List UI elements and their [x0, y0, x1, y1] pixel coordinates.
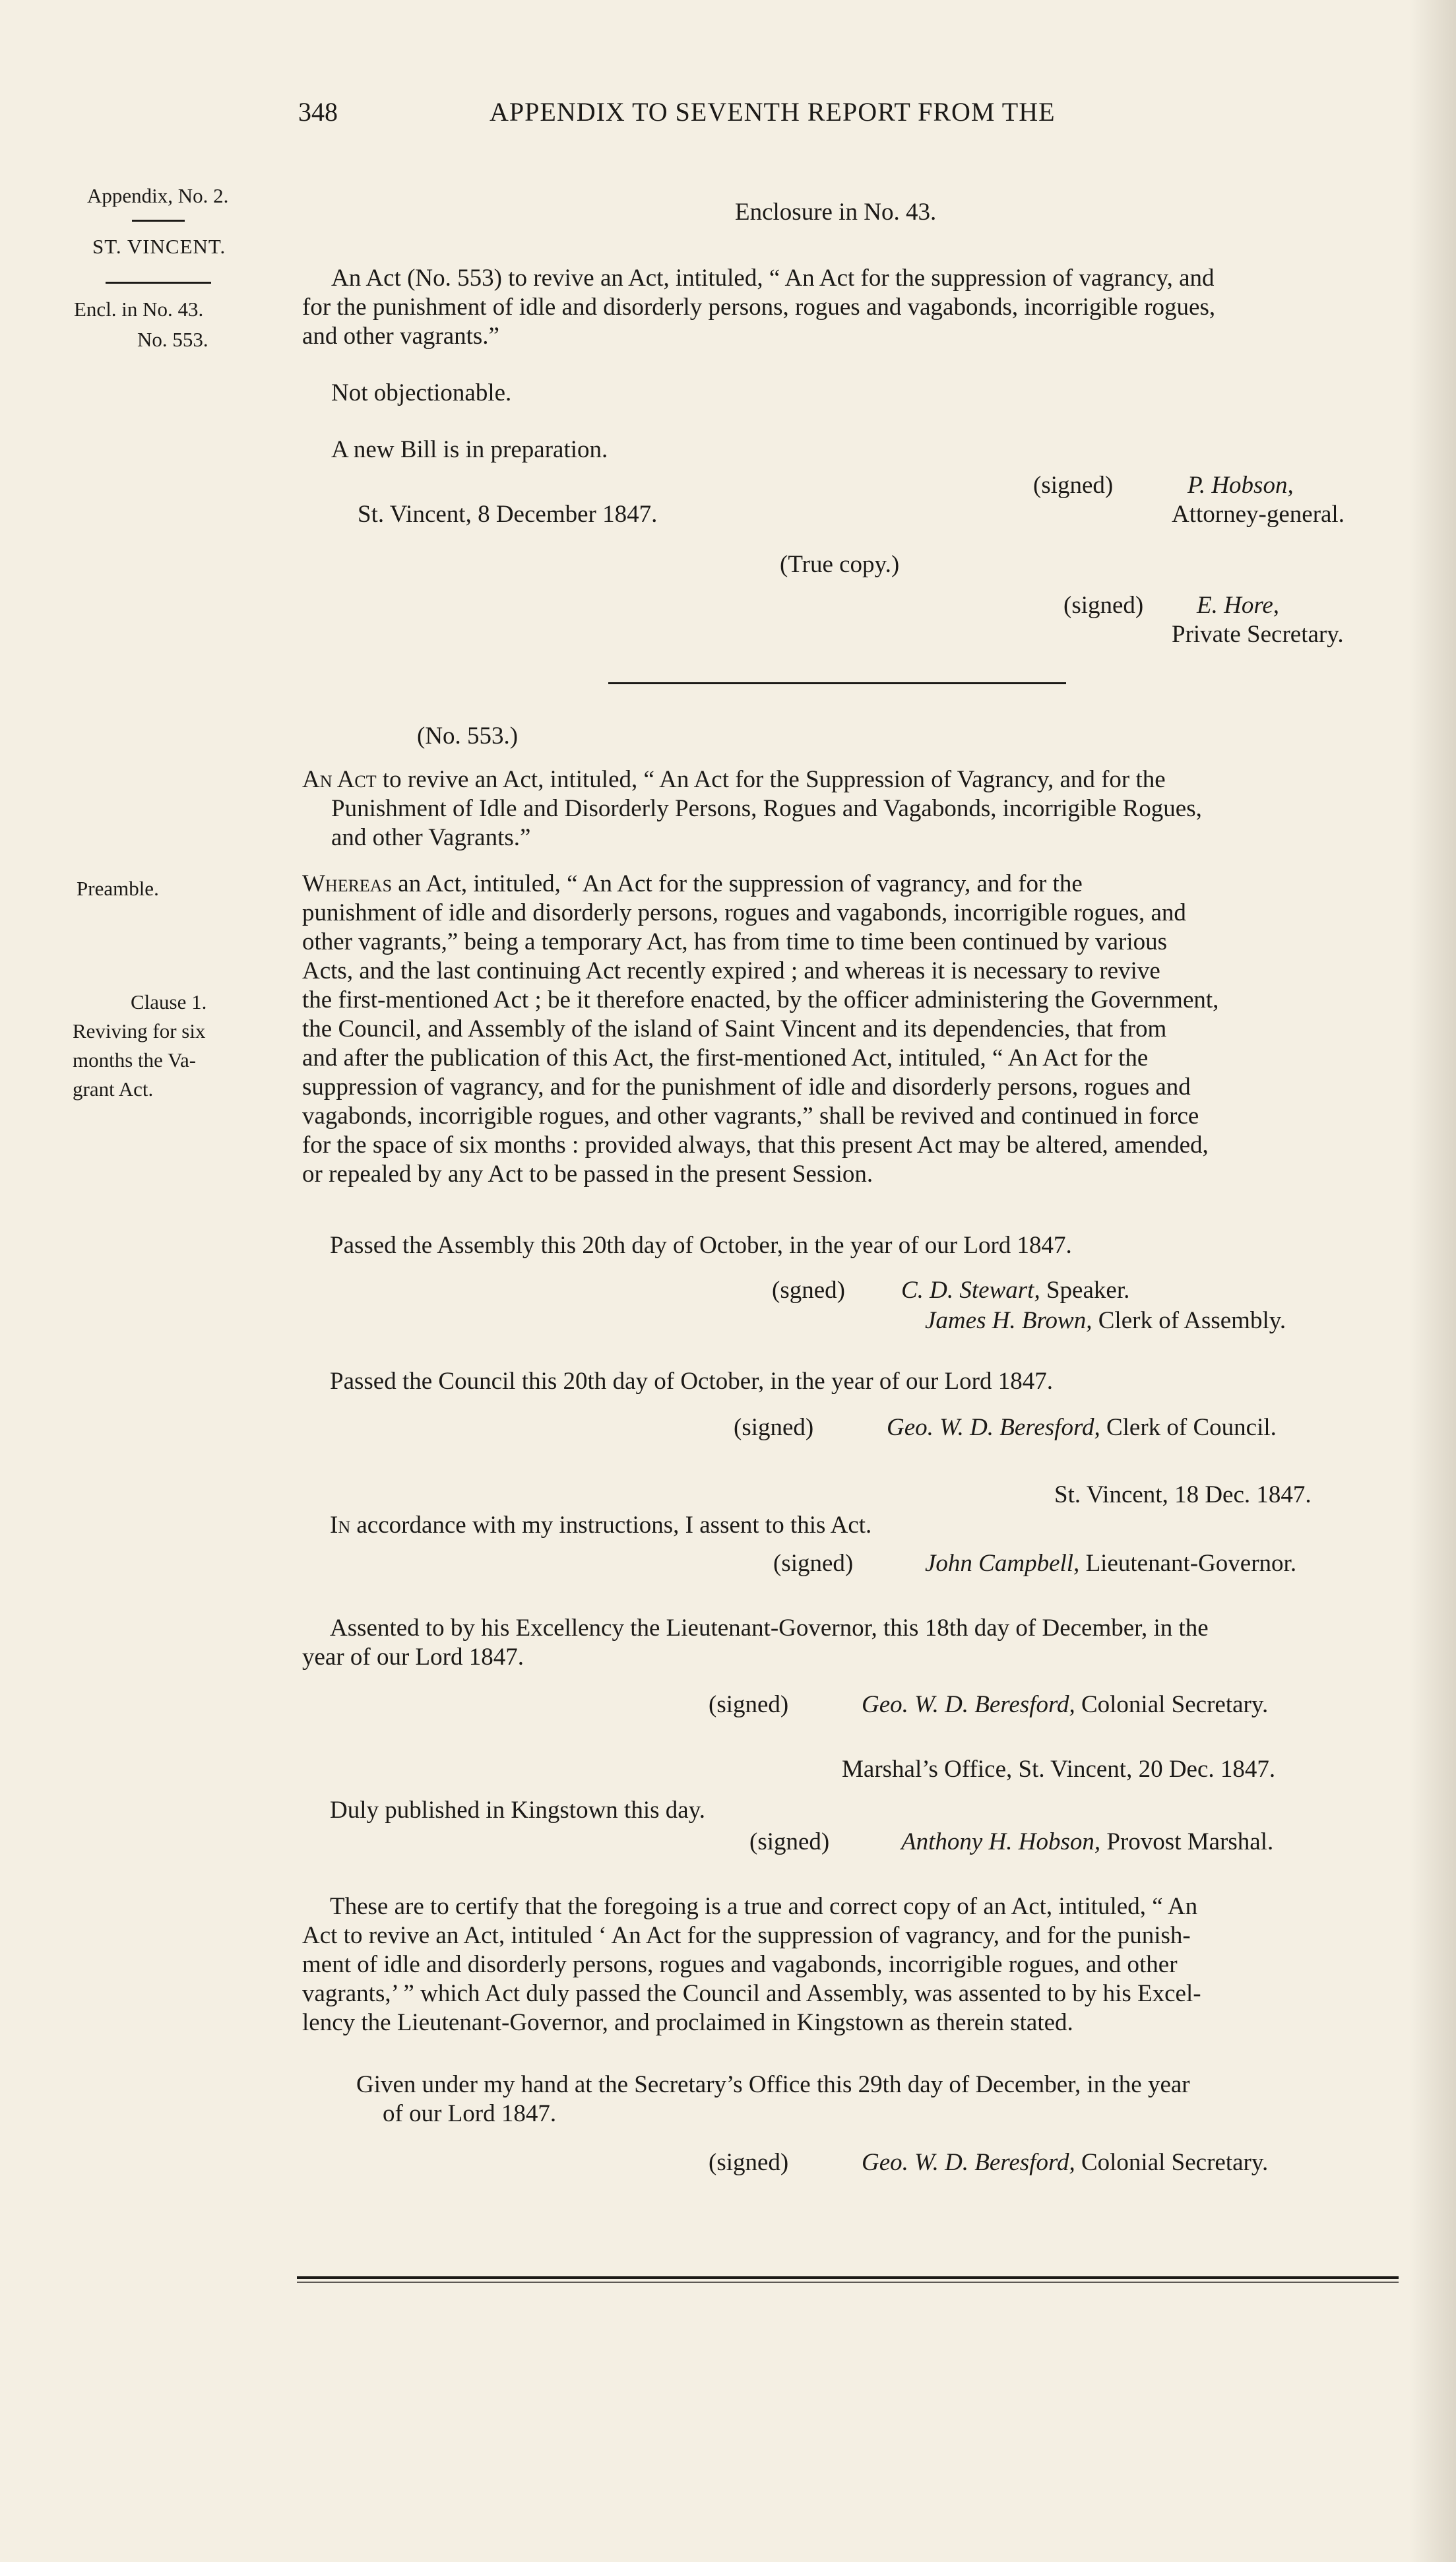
signed-label: (signed) — [1063, 592, 1144, 619]
assent-lead: In — [330, 1512, 351, 1539]
colonial-secretary-name: Geo. W. D. Beresford, — [862, 1691, 1075, 1718]
marshal-place-date: Marshal’s Office, St. Vincent, 20 Dec. 1847. — [842, 1756, 1276, 1783]
margin-clause-note-1: Reviving for six — [73, 1019, 206, 1042]
colonial-secretary-title: Colonial Secretary. — [1075, 1691, 1269, 1718]
margin-clause-note-3: grant Act. — [73, 1077, 154, 1101]
preamble-line: Acts, and the last continuing Act recently expired ; and whereas it is necessary to revive — [302, 957, 1160, 984]
margin-act-number: No. 553. — [137, 328, 208, 351]
given-signature — [862, 2148, 1268, 2177]
preamble-line: for the space of six months : provided always, that this present Act may be altered, amended, — [302, 1132, 1209, 1159]
signed-label: (signed) — [773, 1550, 854, 1577]
enclosure-paragraph — [302, 264, 1408, 351]
act-title-line: Punishment of Idle and Disorderly Persons, Rogues and Vagabonds, incorrigible Rogues, — [331, 795, 1202, 822]
signed-label: (signed) — [749, 1828, 830, 1855]
signed-label: (signed) — [734, 1414, 814, 1441]
assent-text: accordance with my instructions, I assent to this Act. — [350, 1512, 872, 1539]
margin-clause: Clause 1. — [131, 990, 207, 1013]
section-divider — [608, 682, 1066, 684]
act-number: (No. 553.) — [417, 722, 519, 750]
enclosure-place-date: St. Vincent, 8 December 1847. — [358, 501, 658, 528]
preamble-line: and after the publication of this Act, the first-mentioned Act, intituled, “ An Act for the — [302, 1044, 1149, 1072]
margin-rule-2 — [106, 282, 211, 284]
preamble-paragraph — [302, 870, 1408, 1189]
certification-line: Act to revive an Act, intituled ‘ An Act for the suppression of vagrancy, and for the punish- — [302, 1922, 1191, 1949]
speaker-title: Speaker. — [1040, 1277, 1130, 1304]
attorney-title: Attorney-general. — [1172, 501, 1345, 528]
preamble-line: the Council, and Assembly of the island of Saint Vincent and its dependencies, that from — [302, 1015, 1167, 1042]
preamble-line: the first-mentioned Act ; be it therefore enacted, by the officer administering the Government, — [302, 986, 1219, 1013]
signed-label: (sgned) — [772, 1277, 845, 1304]
assented-paragraph — [302, 1614, 1408, 1672]
page-edge-shadow — [1410, 0, 1456, 2562]
published-text: Duly published in Kingstown this day. — [330, 1797, 706, 1824]
attorney-name: P. Hobson, — [1187, 472, 1294, 499]
enclosure-line: for the punishment of idle and disorderly persons, rogues and vagabonds, incorrigible rogues, — [302, 294, 1216, 321]
margin-clause-note-2: months the Va- — [73, 1048, 197, 1072]
passed-assembly: Passed the Assembly this 20th day of October, in the year of our Lord 1847. — [330, 1232, 1072, 1259]
preamble-line: punishment of idle and disorderly persons, rogues and vagabonds, incorrigible rogues, and — [302, 899, 1186, 926]
margin-enclosure: Encl. in No. 43. — [74, 298, 204, 321]
clerk-assembly-name: James H. Brown, — [925, 1307, 1092, 1334]
secretary-title: Private Secretary. — [1172, 621, 1344, 648]
marshal-name: Anthony H. Hobson, — [901, 1828, 1101, 1855]
preamble-line: other vagrants,” being a temporary Act, has from time to time been continued by various — [302, 928, 1168, 955]
governor-title: Lieutenant-Governor. — [1079, 1550, 1297, 1577]
bottom-rule-thick — [297, 2276, 1399, 2279]
given-signatory-name: Geo. W. D. Beresford, — [862, 2149, 1075, 2176]
bottom-rule-thin — [297, 2282, 1399, 2283]
margin-rule — [132, 220, 185, 222]
governor-name: John Campbell, — [925, 1550, 1080, 1577]
given-line: Given under my hand at the Secretary’s Office this 29th day of December, in the year — [356, 2071, 1190, 2098]
certification-paragraph — [302, 1892, 1408, 2037]
act-title — [302, 765, 1408, 852]
assent-place-date: St. Vincent, 18 Dec. 1847. — [1054, 1481, 1312, 1508]
preamble-line: suppression of vagrancy, and for the punishment of idle and disorderly persons, rogues and — [302, 1073, 1191, 1101]
given-signatory-title: Colonial Secretary. — [1075, 2149, 1269, 2176]
speaker-signature — [901, 1276, 1129, 1305]
secretary-name: E. Hore, — [1197, 592, 1280, 619]
opinion-text: Not objectionable. — [331, 379, 512, 406]
council-clerk-title: Clerk of Council. — [1100, 1414, 1277, 1441]
enclosure-heading: Enclosure in No. 43. — [735, 199, 937, 226]
act-title-text: to revive an Act, intituled, “ An Act for the Suppression of Vagrancy, and for the — [376, 766, 1166, 793]
clerk-assembly-title: Clerk of Assembly. — [1092, 1307, 1286, 1334]
running-title: APPENDIX TO SEVENTH REPORT FROM THE — [490, 97, 1056, 127]
assented-line: year of our Lord 1847. — [302, 1644, 524, 1671]
marshal-signature — [901, 1828, 1273, 1857]
assent-statement — [330, 1511, 871, 1540]
certification-line: These are to certify that the foregoing is a true and correct copy of an Act, intituled, “ An — [330, 1893, 1198, 1920]
clerk-assembly-signature — [925, 1306, 1286, 1335]
preamble-lead: Whereas — [302, 870, 393, 897]
passed-council: Passed the Council this 20th day of October, in the year of our Lord 1847. — [330, 1368, 1053, 1395]
signed-label: (signed) — [709, 2149, 789, 2176]
act-title-line — [302, 765, 1408, 794]
colonial-secretary-signature — [862, 1690, 1268, 1719]
margin-appendix: Appendix, No. 2. — [87, 184, 229, 207]
preamble-line: vagabonds, incorrigible rogues, and other vagrants,” shall be revived and continued in force — [302, 1103, 1199, 1130]
true-copy: (True copy.) — [780, 551, 900, 578]
preamble-line — [302, 870, 1408, 899]
certification-line: vagrants,’ ” which Act duly passed the Council and Assembly, was assented to by his Excel- — [302, 1980, 1201, 2007]
council-clerk-signature — [887, 1413, 1277, 1442]
marshal-title: Provost Marshal. — [1100, 1828, 1274, 1855]
enclosure-line: An Act (No. 553) to revive an Act, intituled, “ An Act for the suppression of vagrancy, and — [331, 265, 1215, 292]
governor-signature — [925, 1549, 1296, 1578]
signed-label: (signed) — [709, 1691, 789, 1718]
certification-line: ment of idle and disorderly persons, rogues and vagabonds, incorrigible rogues, and other — [302, 1951, 1178, 1978]
preamble-line: or repealed by any Act to be passed in the present Session. — [302, 1161, 873, 1188]
margin-colony: ST. VINCENT. — [92, 235, 226, 258]
act-title-line: and other Vagrants.” — [331, 824, 531, 851]
page-number: 348 — [298, 97, 338, 127]
assented-line: Assented to by his Excellency the Lieutenant-Governor, this 18th day of December, in the — [330, 1615, 1209, 1642]
certification-line: lency the Lieutenant-Governor, and proclaimed in Kingstown as therein stated. — [302, 2009, 1073, 2036]
given-line: of our Lord 1847. — [383, 2100, 557, 2127]
speaker-name: C. D. Stewart, — [901, 1277, 1040, 1304]
margin-preamble: Preamble. — [77, 877, 159, 900]
enclosure-line: and other vagrants.” — [302, 323, 499, 350]
act-title-lead: An Act — [302, 766, 377, 793]
preamble-text: an Act, intituled, “ An Act for the suppression of vagrancy, and for the — [392, 870, 1083, 897]
signed-label: (signed) — [1033, 472, 1114, 499]
council-clerk-name: Geo. W. D. Beresford, — [887, 1414, 1100, 1441]
new-bill-text: A new Bill is in preparation. — [331, 436, 608, 463]
given-paragraph — [330, 2070, 1408, 2129]
